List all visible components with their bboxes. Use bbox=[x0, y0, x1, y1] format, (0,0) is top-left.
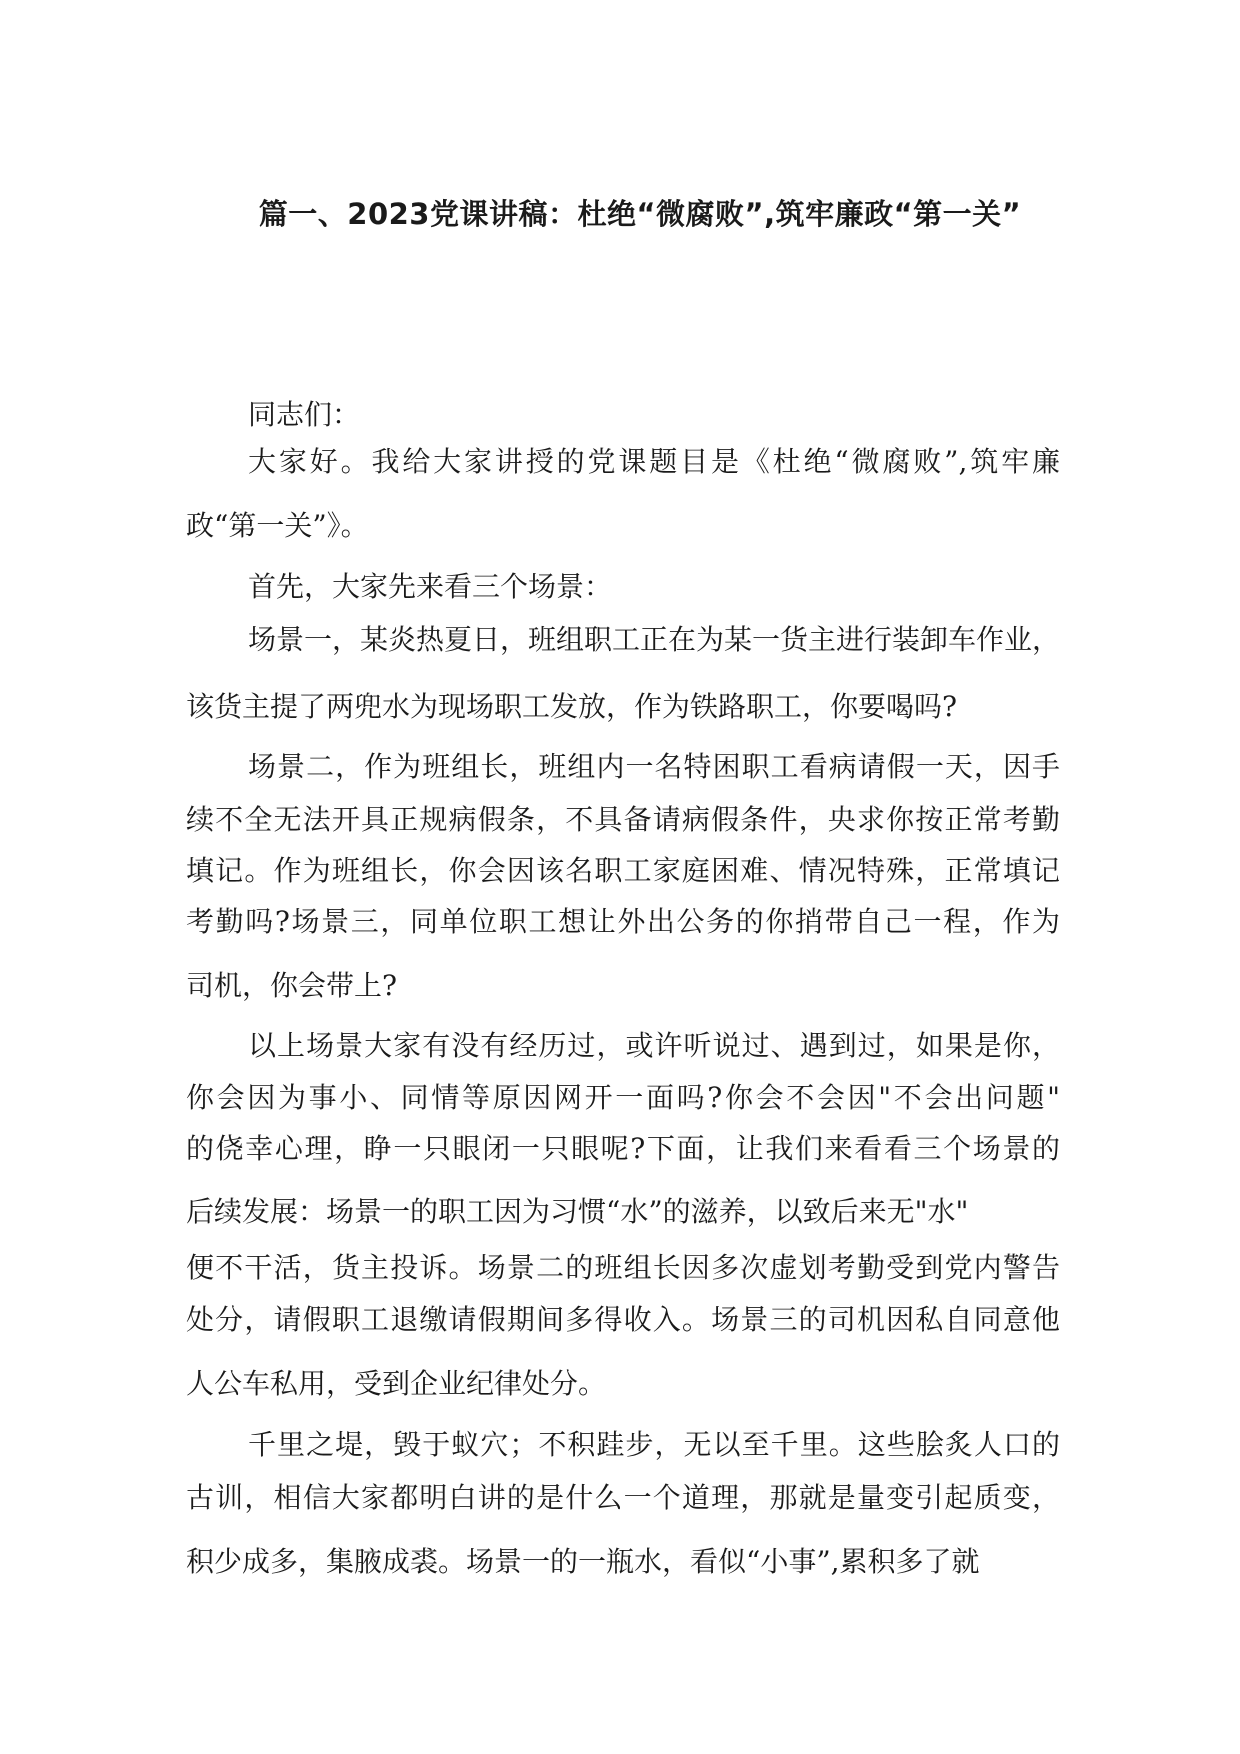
paragraph-line: 你会因为事小、同情等原因网开一面吗?你会不会因"不会出问题" bbox=[186, 1081, 1060, 1114]
document-title: 篇一、2023党课讲稿：杜绝“微腐败”,筑牢廉政“第一关” bbox=[258, 197, 1022, 231]
paragraph-line: 首先，大家先来看三个场景： bbox=[248, 570, 613, 603]
paragraph-line: 千里之堤，毁于蚁穴；不积跬步，无以至千里。这些脍炙人口的 bbox=[248, 1428, 1060, 1461]
paragraph-line: 后续发展：场景一的职工因为习惯“水”的滋养，以致后来无"水" bbox=[186, 1195, 969, 1228]
paragraph-line: 大家好。我给大家讲授的党课题目是《杜绝“微腐败”,筑牢廉 bbox=[248, 445, 1060, 478]
paragraph-line: 同志们： bbox=[248, 398, 361, 431]
paragraph-line: 古训，相信大家都明白讲的是什么一个道理，那就是量变引起质变， bbox=[186, 1481, 1060, 1514]
paragraph-line: 该货主提了两兜水为现场职工发放，作为铁路职工，你要喝吗? bbox=[186, 690, 958, 723]
paragraph-line: 处分，请假职工退缴请假期间多得收入。场景三的司机因私自同意他 bbox=[186, 1303, 1060, 1336]
paragraph-line: 积少成多，集腋成裘。场景一的一瓶水，看似“小事”,累积多了就 bbox=[186, 1545, 980, 1578]
paragraph-line: 政“第一关”》。 bbox=[186, 509, 369, 542]
paragraph-line: 场景一，某炎热夏日，班组职工正在为某一货主进行装卸车作业， bbox=[248, 623, 1061, 656]
paragraph-line: 以上场景大家有没有经历过，或许听说过、遇到过，如果是你， bbox=[248, 1029, 1060, 1062]
paragraph-line: 考勤吗?场景三，同单位职工想让外出公务的你捎带自己一程，作为 bbox=[186, 905, 1060, 938]
paragraph-line: 填记。作为班组长，你会因该名职工家庭困难、情况特殊，正常填记 bbox=[186, 854, 1060, 887]
paragraph-line: 场景二，作为班组长，班组内一名特困职工看病请假一天，因手 bbox=[248, 750, 1060, 783]
paragraph-line: 司机，你会带上? bbox=[186, 969, 398, 1002]
paragraph-line: 便不干活，货主投诉。场景二的班组长因多次虚划考勤受到党内警告 bbox=[186, 1251, 1060, 1284]
paragraph-line: 的侥幸心理，睁一只眼闭一只眼呢?下面，让我们来看看三个场景的 bbox=[186, 1132, 1060, 1165]
paragraph-line: 续不全无法开具正规病假条，不具备请病假条件，央求你按正常考勤 bbox=[186, 803, 1060, 836]
paragraph-line: 人公车私用，受到企业纪律处分。 bbox=[186, 1367, 607, 1400]
